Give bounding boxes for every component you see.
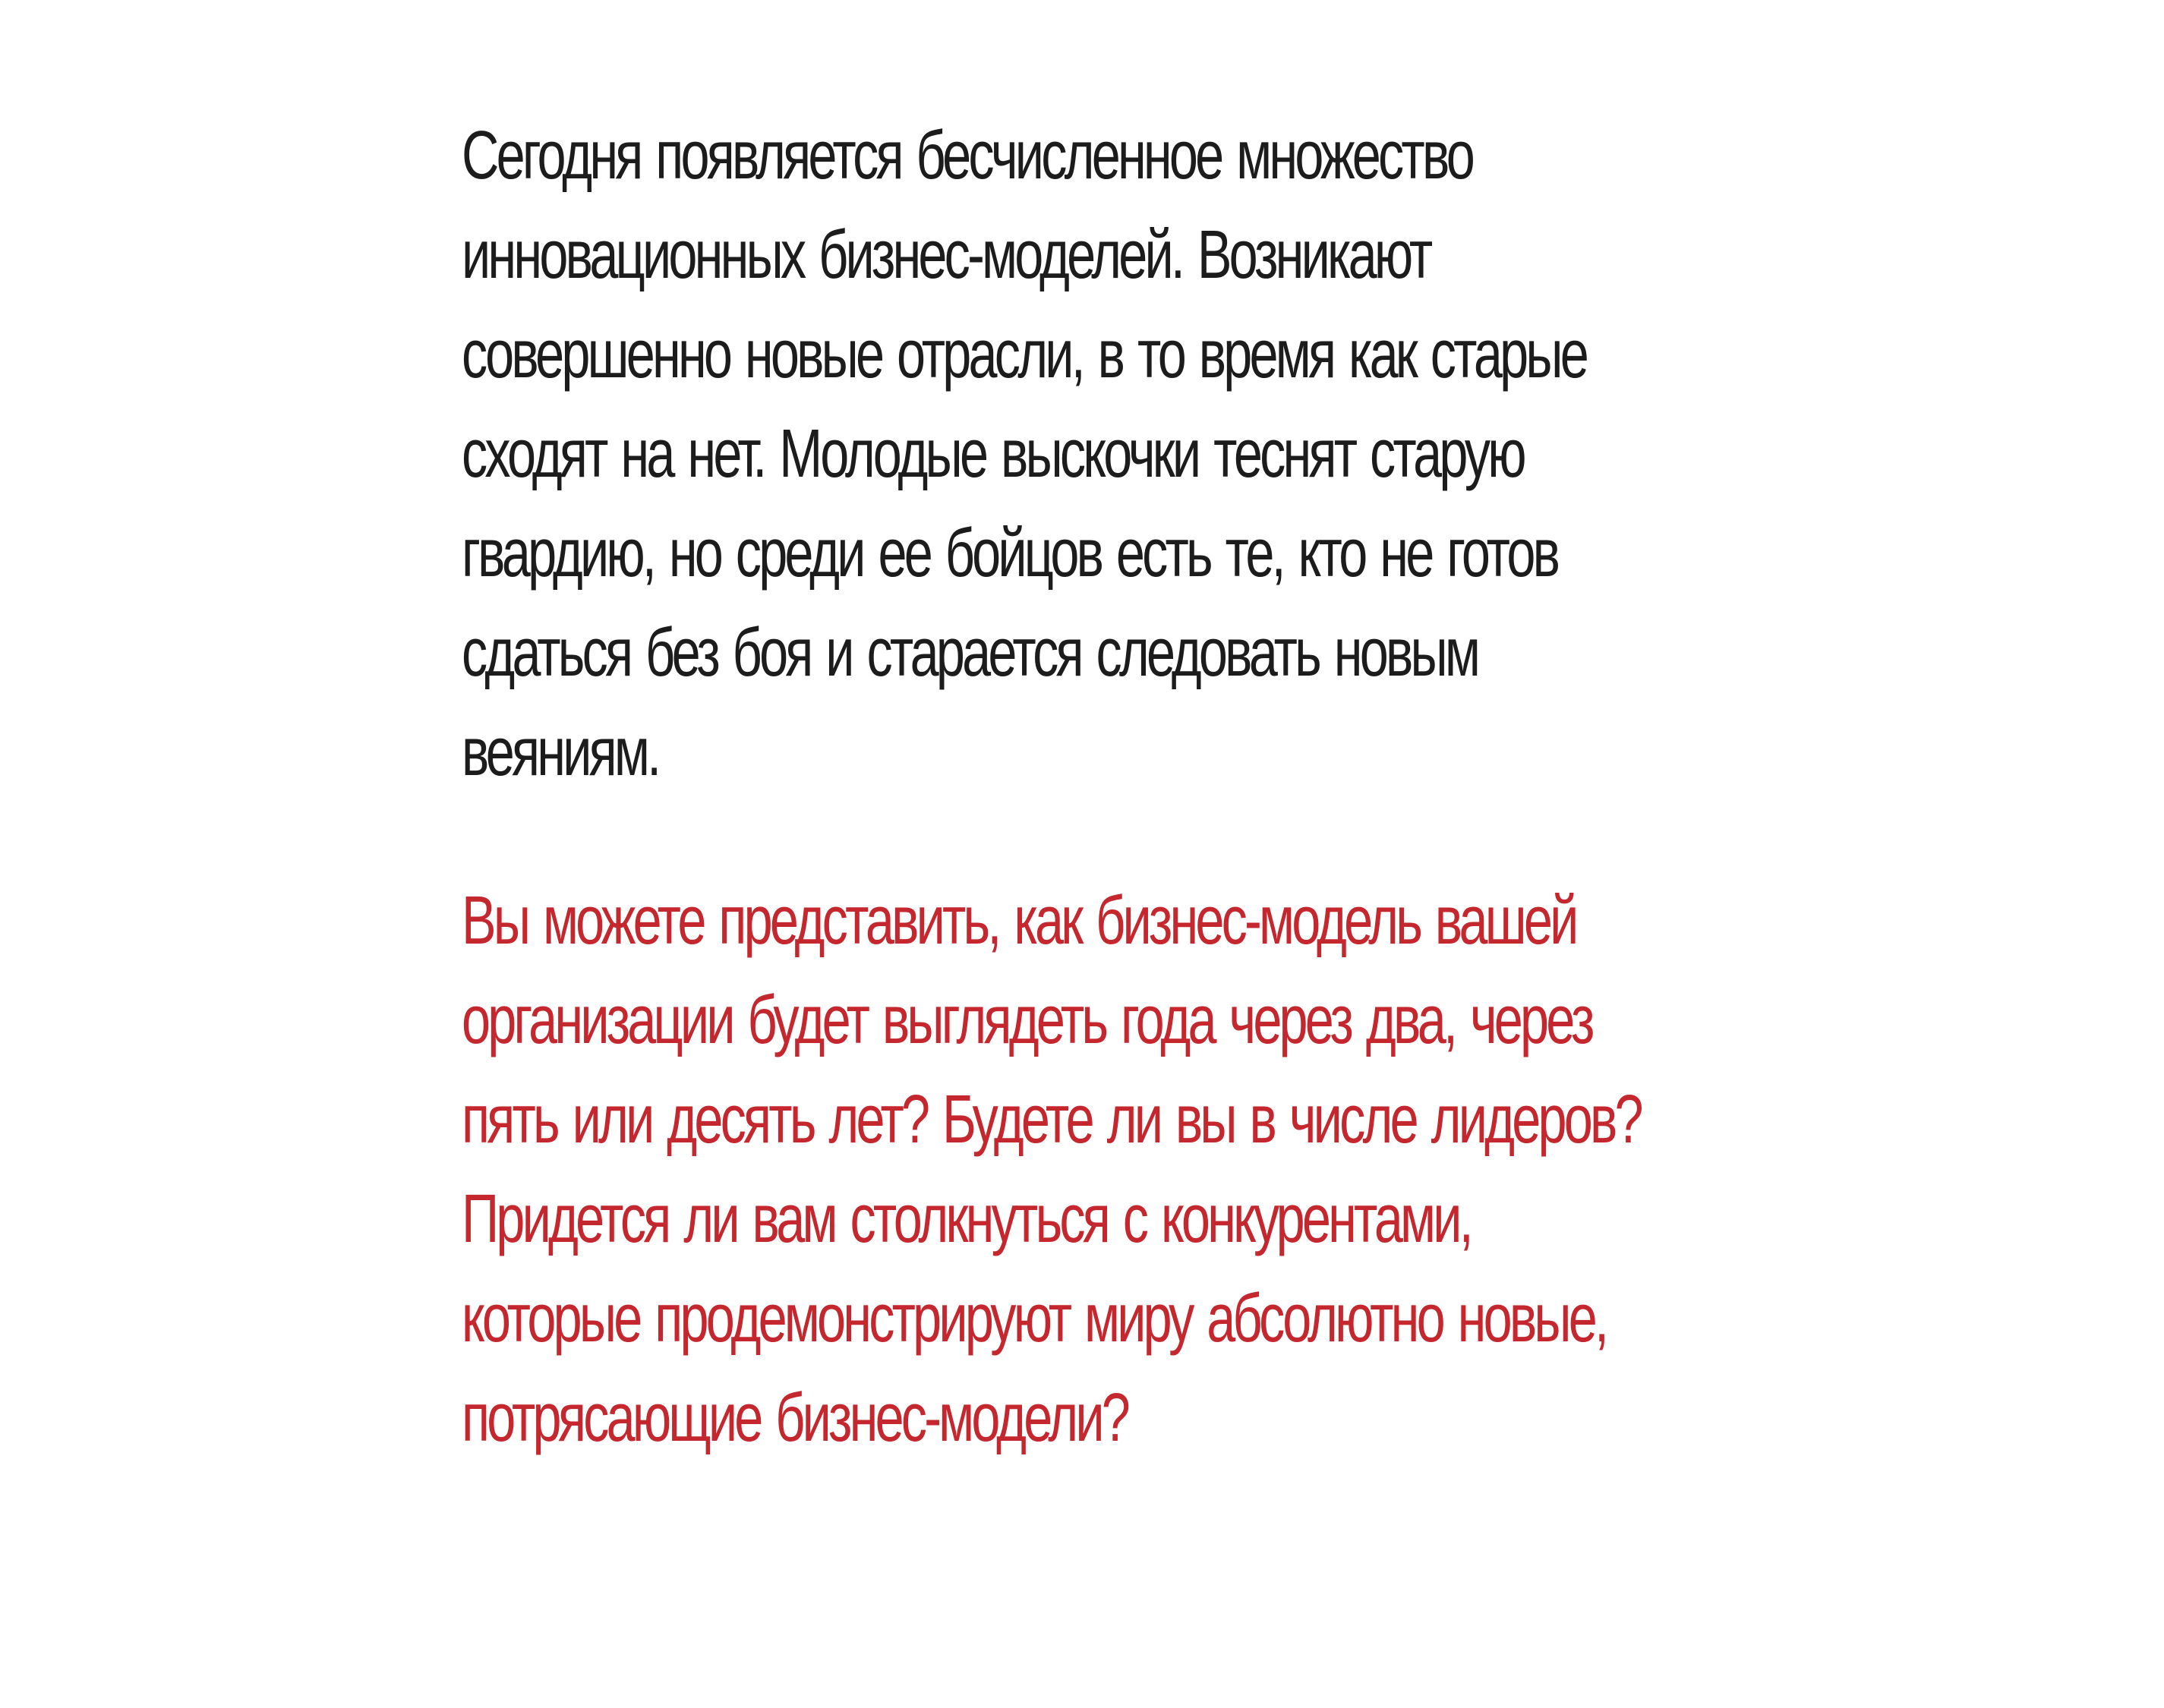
text-line: Вы можете представить, как бизнес-модель вашей: [462, 883, 1576, 959]
question-paragraph: [462, 871, 2020, 1468]
text-line: организации будет выглядеть года через два, через: [462, 982, 1592, 1058]
document-text-column: [462, 106, 2026, 1468]
text-line: гвардию, но среди ее бойцов есть те, кто не готов: [462, 515, 1558, 591]
text-line: Сегодня появляется бесчисленное множество: [462, 118, 1472, 194]
text-line: сходят на нет. Молодые выскочки теснят старую: [462, 416, 1524, 492]
text-line: сдаться без боя и старается следовать новым: [462, 615, 1478, 691]
text-line: потрясающие бизнес-модели?: [462, 1380, 1128, 1456]
text-line: пять или десять лет? Будете ли вы в числе лидеров?: [462, 1082, 1641, 1158]
text-line: инновационных бизнес-моделей. Возникают: [462, 217, 1431, 293]
text-line: веяниям.: [462, 714, 659, 790]
text-line: Придется ли вам столкнуться с конкурентами,: [462, 1181, 1471, 1257]
text-line: совершенно новые отрасли, в то время как старые: [462, 317, 1587, 392]
text-line: которые продемонстрируют миру абсолютно новые,: [462, 1281, 1607, 1357]
intro-paragraph: [462, 106, 2020, 802]
